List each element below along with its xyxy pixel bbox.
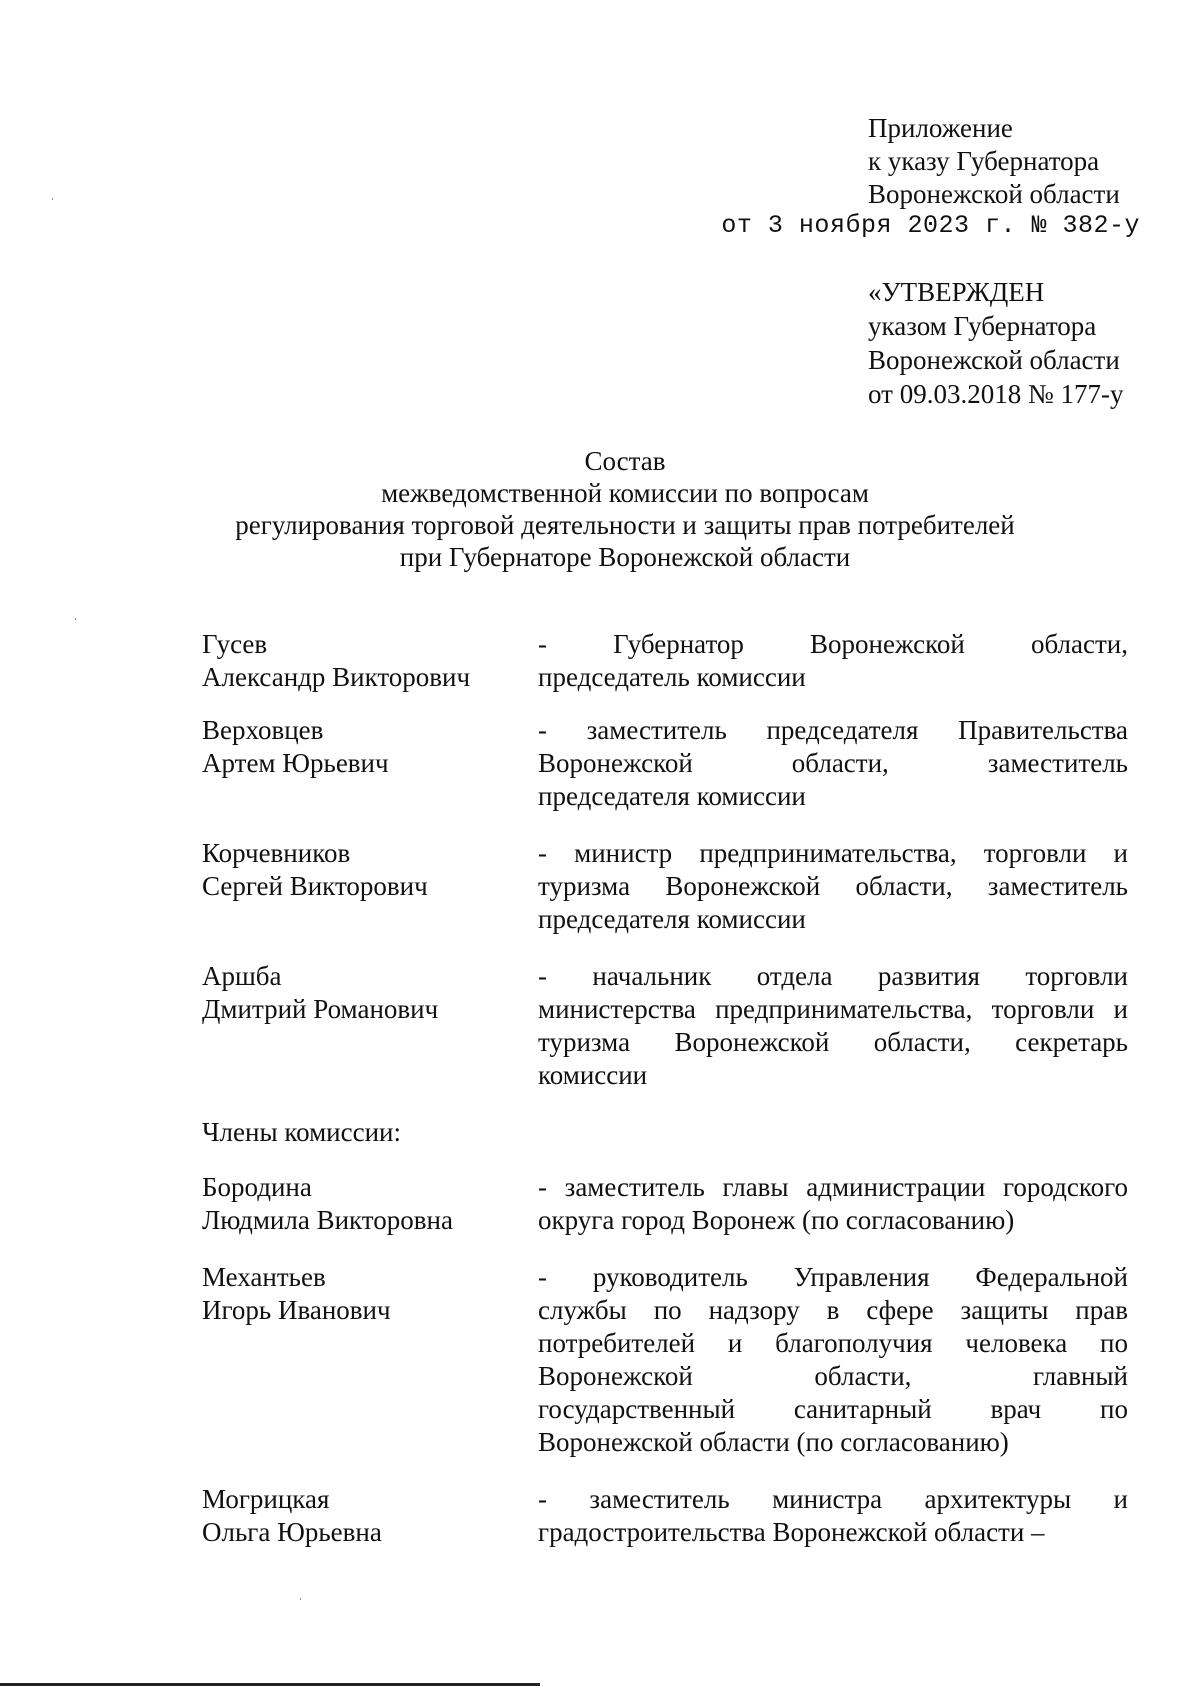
member-role [538,960,1128,1092]
member-row [202,837,1132,936]
member-name [202,714,538,780]
approval-line: Воронежской области [868,345,1120,375]
members-list [202,628,1132,1549]
member-surname: Бородина [202,1172,312,1202]
member-role-line: председатель комиссии [538,662,806,692]
member-surname: Гусев [202,629,268,659]
member-role-line: туризма Воронежской области, секретарь [538,1027,1128,1057]
title-line: при Губернаторе Воронежской области [399,542,851,572]
member-name [202,960,538,1026]
member-role [538,837,1128,936]
member-role-line: комиссии [538,1060,648,1090]
member-role-line: председателя комиссии [538,904,806,934]
member-row [202,960,1132,1092]
member-role-line: - заместитель председателя Правительства [538,715,1128,745]
member-given-names: Александр Викторович [202,662,471,692]
member-name [202,837,538,903]
approval-stamp-text [868,275,1123,411]
member-role-line: службы по надзору в сфере защиты прав [538,1295,1128,1325]
member-role-line: туризма Воронежской области, заместитель [538,871,1128,901]
member-given-names: Артем Юрьевич [202,748,389,778]
member-name [202,1261,538,1327]
title-line: межведомственной комиссии по вопросам [381,478,869,508]
member-given-names: Людмила Викторовна [202,1205,453,1235]
member-role [538,1261,1128,1459]
scan-speck [52,198,53,200]
member-surname: Механтьев [202,1262,326,1292]
title-line: Состав [584,446,666,476]
member-given-names: Ольга Юрьевна [202,1517,382,1547]
member-surname: Аршба [202,961,282,991]
member-given-names: Сергей Викторович [202,871,428,901]
member-role [538,1483,1128,1549]
member-role [538,1171,1128,1237]
member-surname: Могрицкая [202,1484,330,1514]
member-role-line: Воронежской области, главный [538,1361,1128,1391]
member-role-line: председателя комиссии [538,781,806,811]
title-line: регулирования торговой деятельности и защиты прав потребителей [235,510,1015,540]
member-role-line: - руководитель Управления Федеральной [538,1262,1128,1292]
member-role-line: - заместитель министра архитектуры и [538,1484,1128,1514]
member-row [202,1261,1132,1459]
approval-line: «УТВЕРЖДЕН [868,277,1045,307]
member-row [202,628,1132,694]
member-role [538,714,1128,813]
member-row [202,1171,1132,1237]
appendix-line: Воронежской области [868,179,1120,209]
member-role-line: Воронежской области (по согласованию) [538,1427,1009,1457]
member-role-line: министерства предпринимательства, торговли и [538,994,1128,1024]
member-name [202,628,538,694]
members-section-label: Члены комиссии: [202,1117,401,1147]
scan-speck [75,618,76,620]
member-role [538,628,1128,694]
member-role-line: Воронежской области, заместитель [538,748,1128,778]
approval-line: указом Губернатора [868,311,1097,341]
member-given-names: Дмитрий Романович [202,994,439,1024]
appendix-date: от 3 ноября 2023 г. № 382-у [721,211,1140,240]
page-bottom-rule [0,1683,540,1686]
member-row [202,1483,1132,1549]
appendix-header [868,112,1120,211]
member-surname: Верховцев [202,715,324,745]
member-given-names: Игорь Иванович [202,1295,391,1325]
member-role-line: округа город Воронеж (по согласованию) [538,1205,1015,1235]
member-role-line: - Губернатор Воронежской области, [538,629,1128,659]
member-role-line: потребителей и благополучия человека по [538,1328,1128,1358]
appendix-line: Приложение [868,113,1013,143]
member-role-line: - министр предпринимательства, торговли и [538,838,1128,868]
appendix-line: к указу Губернатора [868,146,1100,176]
member-role-line: градостроительства Воронежской области – [538,1517,1045,1547]
approval-line: от 09.03.2018 № 177-у [868,379,1124,409]
member-name [202,1483,538,1549]
member-name [202,1171,538,1237]
member-role-line: - заместитель главы администрации городского [538,1172,1128,1202]
member-role-line: государственный санитарный врач по [538,1394,1128,1424]
member-surname: Корчевников [202,838,351,868]
scan-speck [300,1598,301,1600]
member-role-line: - начальник отдела развития торговли [538,961,1128,991]
member-row [202,714,1132,813]
document-title [100,445,1150,573]
